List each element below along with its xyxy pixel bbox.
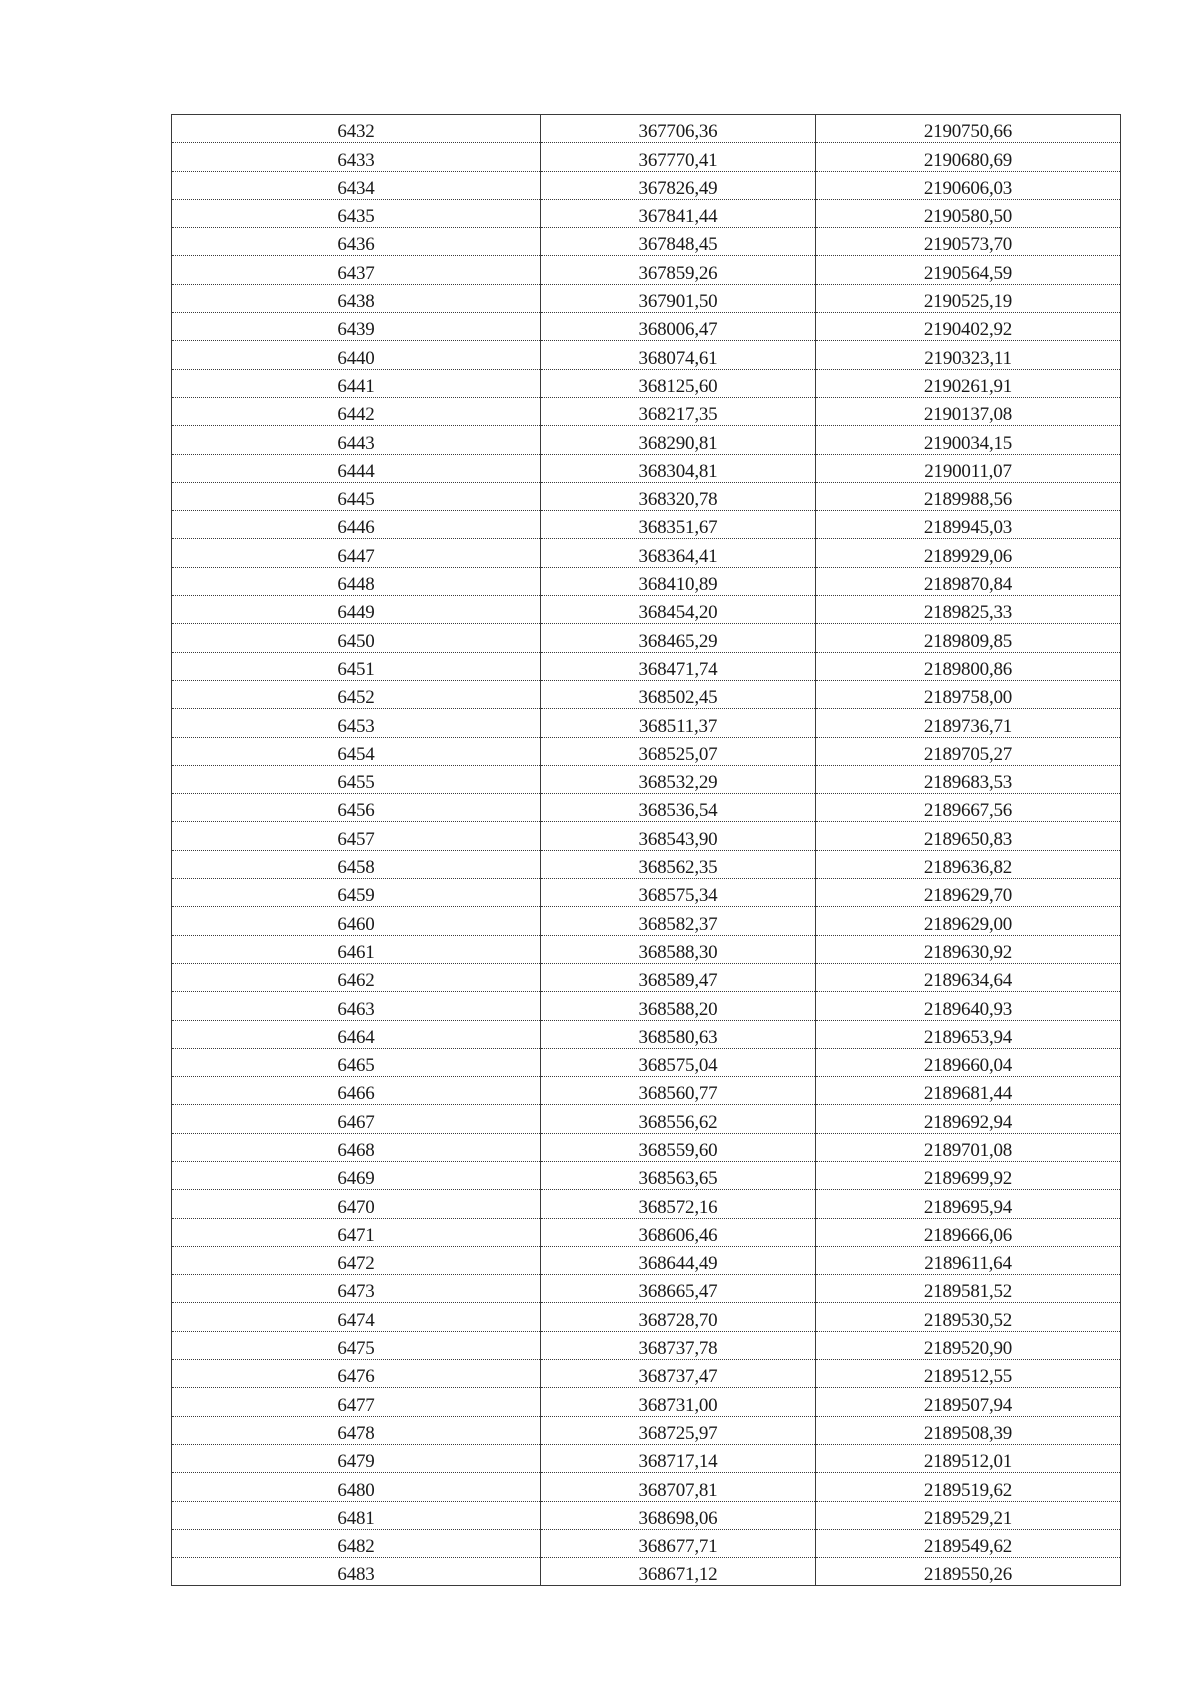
x-coordinate-cell: 368588,20 xyxy=(541,992,816,1020)
x-coordinate-cell: 368582,37 xyxy=(541,907,816,935)
y-coordinate-cell: 2189695,94 xyxy=(816,1190,1121,1218)
x-coordinate-cell: 368304,81 xyxy=(541,454,816,482)
table-row xyxy=(172,680,1121,708)
x-coordinate-cell: 368502,45 xyxy=(541,680,816,708)
x-coordinate-cell: 368465,29 xyxy=(541,624,816,652)
x-coordinate-cell: 368575,04 xyxy=(541,1048,816,1076)
point-number-cell: 6456 xyxy=(172,794,541,822)
point-number-cell: 6438 xyxy=(172,284,541,312)
y-coordinate-cell: 2189825,33 xyxy=(816,596,1121,624)
y-coordinate-cell: 2189512,55 xyxy=(816,1360,1121,1388)
x-coordinate-cell: 368563,65 xyxy=(541,1161,816,1189)
y-coordinate-cell: 2189809,85 xyxy=(816,624,1121,652)
y-coordinate-cell: 2189530,52 xyxy=(816,1303,1121,1331)
point-number-cell: 6462 xyxy=(172,963,541,991)
table-row xyxy=(172,397,1121,425)
table-row xyxy=(172,1246,1121,1274)
table-row xyxy=(172,1105,1121,1133)
coordinates-table-body xyxy=(172,115,1121,1586)
table-row xyxy=(172,1077,1121,1105)
point-number-cell: 6451 xyxy=(172,652,541,680)
y-coordinate-cell: 2189945,03 xyxy=(816,511,1121,539)
table-row xyxy=(172,624,1121,652)
x-coordinate-cell: 367841,44 xyxy=(541,199,816,227)
x-coordinate-cell: 368556,62 xyxy=(541,1105,816,1133)
table-row xyxy=(172,426,1121,454)
y-coordinate-cell: 2190680,69 xyxy=(816,143,1121,171)
x-coordinate-cell: 367770,41 xyxy=(541,143,816,171)
x-coordinate-cell: 367706,36 xyxy=(541,115,816,143)
table-row xyxy=(172,1501,1121,1529)
table-row xyxy=(172,907,1121,935)
x-coordinate-cell: 368589,47 xyxy=(541,963,816,991)
y-coordinate-cell: 2190011,07 xyxy=(816,454,1121,482)
table-row xyxy=(172,1331,1121,1359)
x-coordinate-cell: 368525,07 xyxy=(541,737,816,765)
x-coordinate-cell: 368532,29 xyxy=(541,765,816,793)
point-number-cell: 6477 xyxy=(172,1388,541,1416)
table-row xyxy=(172,765,1121,793)
y-coordinate-cell: 2189929,06 xyxy=(816,539,1121,567)
y-coordinate-cell: 2189507,94 xyxy=(816,1388,1121,1416)
table-row xyxy=(172,737,1121,765)
table-row xyxy=(172,822,1121,850)
y-coordinate-cell: 2189666,06 xyxy=(816,1218,1121,1246)
table-row xyxy=(172,171,1121,199)
y-coordinate-cell: 2189508,39 xyxy=(816,1416,1121,1444)
y-coordinate-cell: 2190580,50 xyxy=(816,199,1121,227)
point-number-cell: 6450 xyxy=(172,624,541,652)
table-row xyxy=(172,992,1121,1020)
point-number-cell: 6457 xyxy=(172,822,541,850)
y-coordinate-cell: 2190606,03 xyxy=(816,171,1121,199)
x-coordinate-cell: 368737,78 xyxy=(541,1331,816,1359)
point-number-cell: 6448 xyxy=(172,567,541,595)
point-number-cell: 6461 xyxy=(172,935,541,963)
point-number-cell: 6454 xyxy=(172,737,541,765)
table-row xyxy=(172,341,1121,369)
y-coordinate-cell: 2189660,04 xyxy=(816,1048,1121,1076)
y-coordinate-cell: 2189611,64 xyxy=(816,1246,1121,1274)
x-coordinate-cell: 368588,30 xyxy=(541,935,816,963)
x-coordinate-cell: 368364,41 xyxy=(541,539,816,567)
y-coordinate-cell: 2189549,62 xyxy=(816,1529,1121,1557)
x-coordinate-cell: 368572,16 xyxy=(541,1190,816,1218)
point-number-cell: 6432 xyxy=(172,115,541,143)
table-row xyxy=(172,1303,1121,1331)
y-coordinate-cell: 2190573,70 xyxy=(816,228,1121,256)
point-number-cell: 6453 xyxy=(172,709,541,737)
table-row xyxy=(172,369,1121,397)
x-coordinate-cell: 368707,81 xyxy=(541,1473,816,1501)
point-number-cell: 6455 xyxy=(172,765,541,793)
point-number-cell: 6437 xyxy=(172,256,541,284)
coordinates-table xyxy=(171,114,1121,1586)
y-coordinate-cell: 2189636,82 xyxy=(816,850,1121,878)
y-coordinate-cell: 2189629,70 xyxy=(816,879,1121,907)
point-number-cell: 6483 xyxy=(172,1558,541,1586)
y-coordinate-cell: 2189512,01 xyxy=(816,1444,1121,1472)
point-number-cell: 6458 xyxy=(172,850,541,878)
point-number-cell: 6459 xyxy=(172,879,541,907)
x-coordinate-cell: 368644,49 xyxy=(541,1246,816,1274)
point-number-cell: 6468 xyxy=(172,1133,541,1161)
y-coordinate-cell: 2190034,15 xyxy=(816,426,1121,454)
point-number-cell: 6445 xyxy=(172,482,541,510)
table-row xyxy=(172,313,1121,341)
point-number-cell: 6476 xyxy=(172,1360,541,1388)
table-row xyxy=(172,567,1121,595)
y-coordinate-cell: 2189650,83 xyxy=(816,822,1121,850)
y-coordinate-cell: 2189629,00 xyxy=(816,907,1121,935)
x-coordinate-cell: 368725,97 xyxy=(541,1416,816,1444)
y-coordinate-cell: 2189681,44 xyxy=(816,1077,1121,1105)
x-coordinate-cell: 368125,60 xyxy=(541,369,816,397)
point-number-cell: 6447 xyxy=(172,539,541,567)
table-row xyxy=(172,482,1121,510)
table-row xyxy=(172,1558,1121,1586)
table-row xyxy=(172,1473,1121,1501)
y-coordinate-cell: 2189520,90 xyxy=(816,1331,1121,1359)
y-coordinate-cell: 2189667,56 xyxy=(816,794,1121,822)
x-coordinate-cell: 367848,45 xyxy=(541,228,816,256)
point-number-cell: 6475 xyxy=(172,1331,541,1359)
y-coordinate-cell: 2189692,94 xyxy=(816,1105,1121,1133)
point-number-cell: 6434 xyxy=(172,171,541,199)
y-coordinate-cell: 2189800,86 xyxy=(816,652,1121,680)
point-number-cell: 6478 xyxy=(172,1416,541,1444)
table-row xyxy=(172,1133,1121,1161)
x-coordinate-cell: 368728,70 xyxy=(541,1303,816,1331)
x-coordinate-cell: 368511,37 xyxy=(541,709,816,737)
table-row xyxy=(172,1388,1121,1416)
x-coordinate-cell: 368606,46 xyxy=(541,1218,816,1246)
y-coordinate-cell: 2189653,94 xyxy=(816,1020,1121,1048)
table-row xyxy=(172,1048,1121,1076)
point-number-cell: 6449 xyxy=(172,596,541,624)
y-coordinate-cell: 2189758,00 xyxy=(816,680,1121,708)
y-coordinate-cell: 2190750,66 xyxy=(816,115,1121,143)
y-coordinate-cell: 2190261,91 xyxy=(816,369,1121,397)
point-number-cell: 6473 xyxy=(172,1275,541,1303)
table-row xyxy=(172,199,1121,227)
point-number-cell: 6474 xyxy=(172,1303,541,1331)
table-row xyxy=(172,1360,1121,1388)
y-coordinate-cell: 2189701,08 xyxy=(816,1133,1121,1161)
table-row xyxy=(172,879,1121,907)
table-row xyxy=(172,1275,1121,1303)
point-number-cell: 6452 xyxy=(172,680,541,708)
point-number-cell: 6467 xyxy=(172,1105,541,1133)
table-row xyxy=(172,284,1121,312)
table-row xyxy=(172,1529,1121,1557)
x-coordinate-cell: 368562,35 xyxy=(541,850,816,878)
table-row xyxy=(172,709,1121,737)
y-coordinate-cell: 2190564,59 xyxy=(816,256,1121,284)
x-coordinate-cell: 368737,47 xyxy=(541,1360,816,1388)
table-row xyxy=(172,963,1121,991)
point-number-cell: 6446 xyxy=(172,511,541,539)
x-coordinate-cell: 368665,47 xyxy=(541,1275,816,1303)
point-number-cell: 6463 xyxy=(172,992,541,1020)
y-coordinate-cell: 2190525,19 xyxy=(816,284,1121,312)
x-coordinate-cell: 368560,77 xyxy=(541,1077,816,1105)
point-number-cell: 6439 xyxy=(172,313,541,341)
point-number-cell: 6472 xyxy=(172,1246,541,1274)
y-coordinate-cell: 2189699,92 xyxy=(816,1161,1121,1189)
table-row xyxy=(172,143,1121,171)
x-coordinate-cell: 368217,35 xyxy=(541,397,816,425)
table-row xyxy=(172,115,1121,143)
y-coordinate-cell: 2189550,26 xyxy=(816,1558,1121,1586)
y-coordinate-cell: 2190323,11 xyxy=(816,341,1121,369)
point-number-cell: 6465 xyxy=(172,1048,541,1076)
table-row xyxy=(172,1416,1121,1444)
x-coordinate-cell: 368580,63 xyxy=(541,1020,816,1048)
table-row xyxy=(172,228,1121,256)
point-number-cell: 6479 xyxy=(172,1444,541,1472)
point-number-cell: 6433 xyxy=(172,143,541,171)
x-coordinate-cell: 368006,47 xyxy=(541,313,816,341)
x-coordinate-cell: 368290,81 xyxy=(541,426,816,454)
table-row xyxy=(172,596,1121,624)
table-row xyxy=(172,539,1121,567)
x-coordinate-cell: 368717,14 xyxy=(541,1444,816,1472)
x-coordinate-cell: 368559,60 xyxy=(541,1133,816,1161)
table-row xyxy=(172,1161,1121,1189)
point-number-cell: 6471 xyxy=(172,1218,541,1246)
y-coordinate-cell: 2189870,84 xyxy=(816,567,1121,595)
x-coordinate-cell: 368671,12 xyxy=(541,1558,816,1586)
x-coordinate-cell: 368536,54 xyxy=(541,794,816,822)
point-number-cell: 6440 xyxy=(172,341,541,369)
point-number-cell: 6442 xyxy=(172,397,541,425)
table-row xyxy=(172,935,1121,963)
table-row xyxy=(172,652,1121,680)
point-number-cell: 6436 xyxy=(172,228,541,256)
y-coordinate-cell: 2189683,53 xyxy=(816,765,1121,793)
table-row xyxy=(172,511,1121,539)
y-coordinate-cell: 2190137,08 xyxy=(816,397,1121,425)
x-coordinate-cell: 368410,89 xyxy=(541,567,816,595)
x-coordinate-cell: 368471,74 xyxy=(541,652,816,680)
point-number-cell: 6460 xyxy=(172,907,541,935)
x-coordinate-cell: 368731,00 xyxy=(541,1388,816,1416)
x-coordinate-cell: 368543,90 xyxy=(541,822,816,850)
x-coordinate-cell: 368351,67 xyxy=(541,511,816,539)
point-number-cell: 6444 xyxy=(172,454,541,482)
y-coordinate-cell: 2189529,21 xyxy=(816,1501,1121,1529)
x-coordinate-cell: 368454,20 xyxy=(541,596,816,624)
x-coordinate-cell: 368677,71 xyxy=(541,1529,816,1557)
x-coordinate-cell: 368320,78 xyxy=(541,482,816,510)
y-coordinate-cell: 2189634,64 xyxy=(816,963,1121,991)
x-coordinate-cell: 367901,50 xyxy=(541,284,816,312)
x-coordinate-cell: 367859,26 xyxy=(541,256,816,284)
table-row xyxy=(172,454,1121,482)
table-row xyxy=(172,794,1121,822)
y-coordinate-cell: 2189736,71 xyxy=(816,709,1121,737)
x-coordinate-cell: 368074,61 xyxy=(541,341,816,369)
point-number-cell: 6469 xyxy=(172,1161,541,1189)
point-number-cell: 6441 xyxy=(172,369,541,397)
table-row xyxy=(172,850,1121,878)
x-coordinate-cell: 367826,49 xyxy=(541,171,816,199)
point-number-cell: 6443 xyxy=(172,426,541,454)
point-number-cell: 6480 xyxy=(172,1473,541,1501)
y-coordinate-cell: 2189630,92 xyxy=(816,935,1121,963)
point-number-cell: 6466 xyxy=(172,1077,541,1105)
point-number-cell: 6464 xyxy=(172,1020,541,1048)
table-row xyxy=(172,1020,1121,1048)
table-row xyxy=(172,1218,1121,1246)
y-coordinate-cell: 2189705,27 xyxy=(816,737,1121,765)
y-coordinate-cell: 2189988,56 xyxy=(816,482,1121,510)
point-number-cell: 6482 xyxy=(172,1529,541,1557)
x-coordinate-cell: 368698,06 xyxy=(541,1501,816,1529)
table-row xyxy=(172,1444,1121,1472)
point-number-cell: 6470 xyxy=(172,1190,541,1218)
point-number-cell: 6481 xyxy=(172,1501,541,1529)
table-row xyxy=(172,1190,1121,1218)
point-number-cell: 6435 xyxy=(172,199,541,227)
y-coordinate-cell: 2189581,52 xyxy=(816,1275,1121,1303)
y-coordinate-cell: 2189519,62 xyxy=(816,1473,1121,1501)
y-coordinate-cell: 2190402,92 xyxy=(816,313,1121,341)
table-row xyxy=(172,256,1121,284)
y-coordinate-cell: 2189640,93 xyxy=(816,992,1121,1020)
x-coordinate-cell: 368575,34 xyxy=(541,879,816,907)
